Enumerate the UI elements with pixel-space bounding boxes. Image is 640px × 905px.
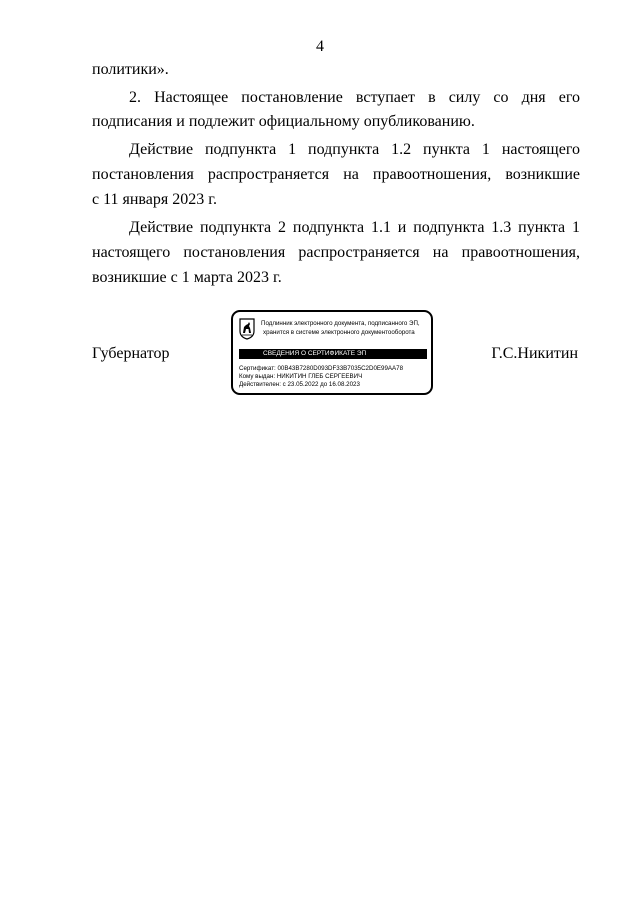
paragraph-line: 2. Настоящее постановление вступает в силу со дня его (129, 89, 580, 106)
signatory-position: Губернатор (92, 345, 170, 362)
paragraph-line: Действие подпункта 2 подпункта 1.1 и подпункта 1.3 пункта 1 (129, 219, 580, 236)
paragraph-line: постановления распространяется на правоотношения, возникшие (92, 166, 580, 183)
coat-of-arms-icon (239, 318, 255, 340)
paragraph-line: с 11 января 2023 г. (92, 191, 217, 208)
certificate-owner: Кому выдан: НИКИТИН ГЛЕБ СЕРГЕЕВИЧ (239, 373, 363, 380)
signatory-name: Г.С.Никитин (491, 345, 578, 362)
paragraph-line: возникшие с 1 марта 2023 г. (92, 269, 282, 286)
electronic-signature-stamp (231, 310, 433, 395)
stamp-header (239, 349, 427, 359)
paragraph-line: Действие подпункта 1 подпункта 1.2 пункта 1 настоящего (129, 141, 580, 158)
page-number: 4 (316, 38, 324, 55)
stamp-header-label: СВЕДЕНИЯ О СЕРТИФИКАТЕ ЭП (263, 350, 367, 357)
certificate-validity: Действителен: с 23.05.2022 до 16.08.2023 (239, 381, 360, 388)
stamp-text: Подлинник электронного документа, подписанного ЭП, (261, 320, 420, 327)
paragraph-line: политики». (92, 61, 169, 78)
paragraph-line: настоящего постановления распространяется на правоотношения, (92, 244, 580, 261)
paragraph-line: подписания и подлежит официальному опубликованию. (92, 113, 475, 130)
stamp-text: хранится в системе электронного документооборота (263, 329, 415, 336)
certificate-number: Сертификат: 00B43B7280D093DF33B7035C2D0E99AA78 (239, 365, 404, 372)
